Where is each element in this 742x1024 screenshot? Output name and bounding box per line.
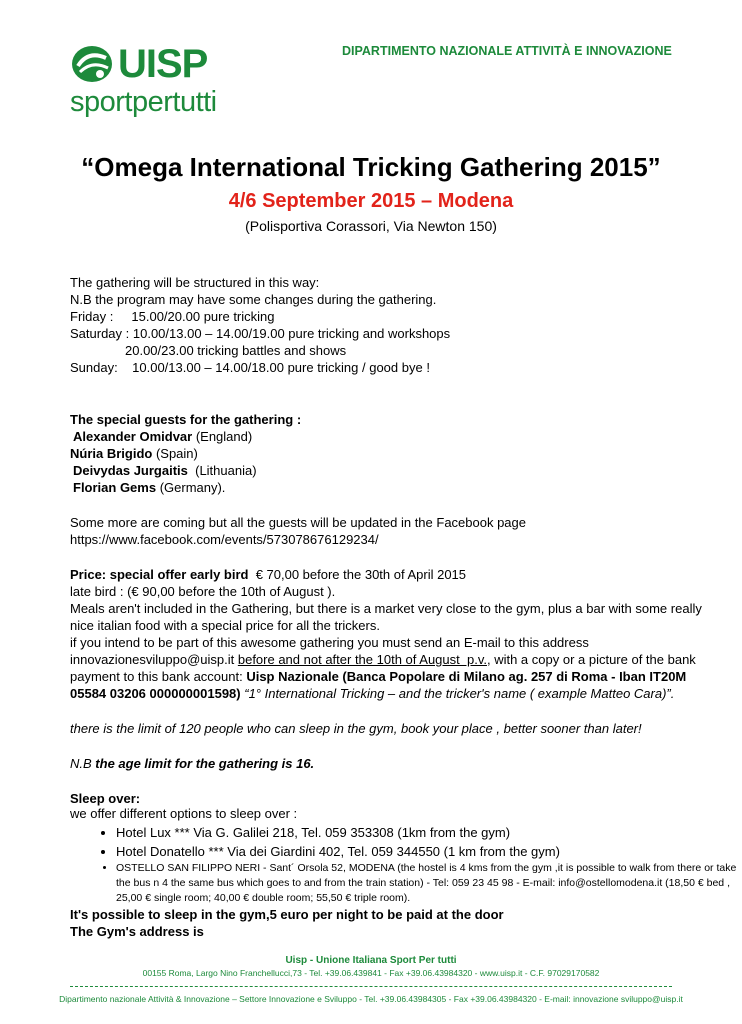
bank-line-2: 05584 03206 000000001598) “1° International Tricking – and the tricker's name ( example Matteo Cara)”. [70,686,675,701]
event-title: “Omega International Tricking Gathering 2015” [81,152,661,182]
sleep-limit-note: there is the limit of 120 people who can sleep in the gym, book your place , better sooner than later! [70,721,642,736]
program-note: N.B the program may have some changes during the gathering. [70,292,437,307]
guest-item: Núria Brigido (Spain) [70,446,198,461]
price-late-bird: late bird : (€ 90,00 before the 10th of August ). [70,584,336,599]
meals-note-2: nice italian food with a special price for all the trickers. [70,618,380,633]
email-line: innovazionesviluppo@uisp.it before and not after the 10th of August p.v., with a copy or a picture of the bank [70,652,696,667]
uisp-logo-icon [70,44,118,84]
department-header: DIPARTIMENTO NAZIONALE ATTIVITÀ E INNOVAZIONE [342,44,672,58]
gym-sleep-note: It's possible to sleep in the gym,5 euro per night to be paid at the door [70,907,504,922]
footer-dept: Dipartimento nazionale Attività & Innovazione – Settore Innovazione e Sviluppo - Tel. +39.06.43984305 - Fax +39.06.43984320 - E-mail: innovazione sviluppo@uisp.it [59,994,683,1004]
guest-item: Deivydas Jurgaitis (Lithuania) [73,463,257,478]
deadline: before and not after the 10th of August p.v. [237,652,487,667]
guest-item: Florian Gems (Germany). [73,480,226,495]
price-early-bird: Price: special offer early bird € 70,00 before the 30th of April 2015 [70,567,467,582]
logo-tagline: sportpertutti [70,86,217,118]
facebook-link[interactable]: https://www.facebook.com/events/573078676129234/ [70,532,379,547]
age-limit-note: N.B the age limit for the gathering is 16. [70,756,315,771]
email-address[interactable]: innovazionesviluppo@uisp.it [70,652,238,667]
hotel-list [70,823,741,906]
list-item: • OSTELLO SAN FILIPPO NERI - Sant´ Orsola 52, MODENA (the hostel is 4 kms from the gym ,it is possible to walk from there or take the bus n 4 the same bus which goes to and from the train station) - Tel: 059 23 45 98 - E-mail: info@ostellomodena.it (18,50 € bed , 25,00 € single room; 40,00 € double room; 55,50 € triple room). [116,861,741,906]
program-intro: The gathering will be structured in this way: [70,275,320,290]
guests-heading: The special guests for the gathering : [70,412,302,427]
program-saturday: Saturday : 10.00/13.00 – 14.00/19.00 pure tricking and workshops [70,326,451,341]
list-item: • Hotel Donatello *** Via dei Giardini 402, Tel. 059 344550 (1 km from the gym) [116,842,741,861]
list-item: • Hotel Lux *** Via G. Galilei 218, Tel. 059 353308 (1km from the gym) [116,823,741,842]
footer-org: Uisp - Unione Italiana Sport Per tutti [285,955,457,966]
guests-more: Some more are coming but all the guests will be updated in the Facebook page [70,515,526,530]
footer-address: 00155 Roma, Largo Nino Franchellucci,73 - Tel. +39.06.439841 - Fax +39.06.43984320 - www.uisp.it - C.F. 97029170582 [142,968,600,978]
email-intro: if you intend to be part of this awesome gathering you must send an E-mail to this address [70,635,589,650]
guest-item: Alexander Omidvar (England) [73,429,253,444]
program-friday: Friday : 15.00/20.00 pure tricking [70,309,275,324]
program-saturday-evening: 20.00/23.00 tricking battles and shows [125,343,347,358]
logo-brand: UISP [118,42,208,86]
program-sunday: Sunday: 10.00/13.00 – 14.00/18.00 pure tricking / good bye ! [70,360,430,375]
event-dates: 4/6 September 2015 – Modena [228,190,514,212]
sleep-heading: Sleep over: [70,791,141,806]
bank-line-1: payment to this bank account: Uisp Nazionale (Banca Popolare di Milano ag. 257 di Roma - Iban IT20M [70,669,687,684]
event-venue: (Polisportiva Corassori, Via Newton 150) [245,218,497,234]
meals-note-1: Meals aren't included in the Gathering, but there is a market very close to the gym, plus a bar with some really [70,601,702,616]
gym-address-label: The Gym's address is [70,924,204,939]
footer-divider [70,986,672,987]
sleep-intro: we offer different options to sleep over : [70,806,298,821]
